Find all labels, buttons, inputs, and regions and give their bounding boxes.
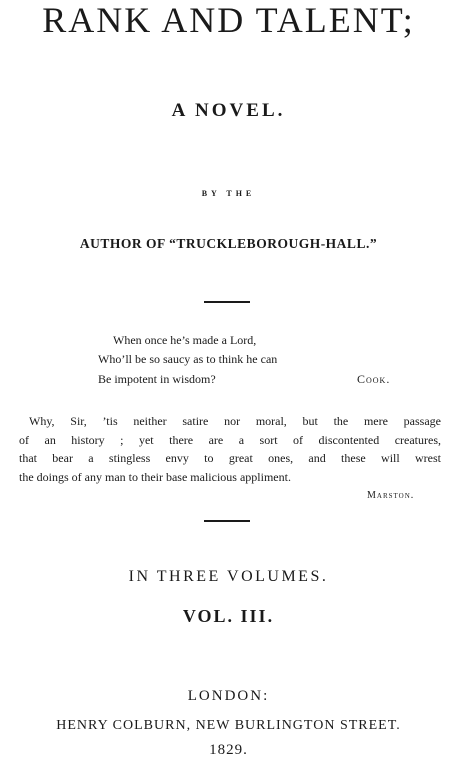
epigraph-prose-line-1: Why, Sir, ’tis neither satire nor moral, but the mere passage <box>29 414 441 428</box>
epigraph-verse-line-2: Who’ll be so saucy as to think he can <box>98 352 278 366</box>
divider-rule-top <box>204 301 250 303</box>
by-line: BY THE <box>201 189 256 198</box>
author-line: AUTHOR OF “TRUCKLEBOROUGH-HALL.” <box>79 236 378 251</box>
divider-rule-bottom <box>204 520 250 522</box>
book-title: RANK AND TALENT; <box>42 0 415 40</box>
epigraph-prose <box>19 412 441 486</box>
epigraph-verse-attribution: Cook. <box>357 372 391 386</box>
imprint-year: 1829. <box>209 742 248 758</box>
imprint-place: LONDON: <box>187 688 270 704</box>
epigraph-verse-line-3: Be impotent in wisdom? <box>98 372 216 386</box>
epigraph-prose-line-2: of an history ; yet there are a sort of discontented creatures, <box>19 432 441 447</box>
epigraph-prose-line-4: the doings of any man to their base malicious appliment. <box>19 469 291 484</box>
volumes-line: IN THREE VOLUMES. <box>128 568 329 585</box>
epigraph-prose-line-3: that bear a stingless envy to great ones, and these will wrest <box>19 451 441 465</box>
imprint-publisher: HENRY COLBURN, NEW BURLINGTON STREET. <box>56 718 401 733</box>
book-subtitle: A NOVEL. <box>171 100 286 121</box>
epigraph-verse-line-1: When once he’s made a Lord, <box>113 333 257 347</box>
epigraph-prose-attribution: Marston. <box>367 490 415 501</box>
volume-number: VOL. III. <box>182 606 275 626</box>
